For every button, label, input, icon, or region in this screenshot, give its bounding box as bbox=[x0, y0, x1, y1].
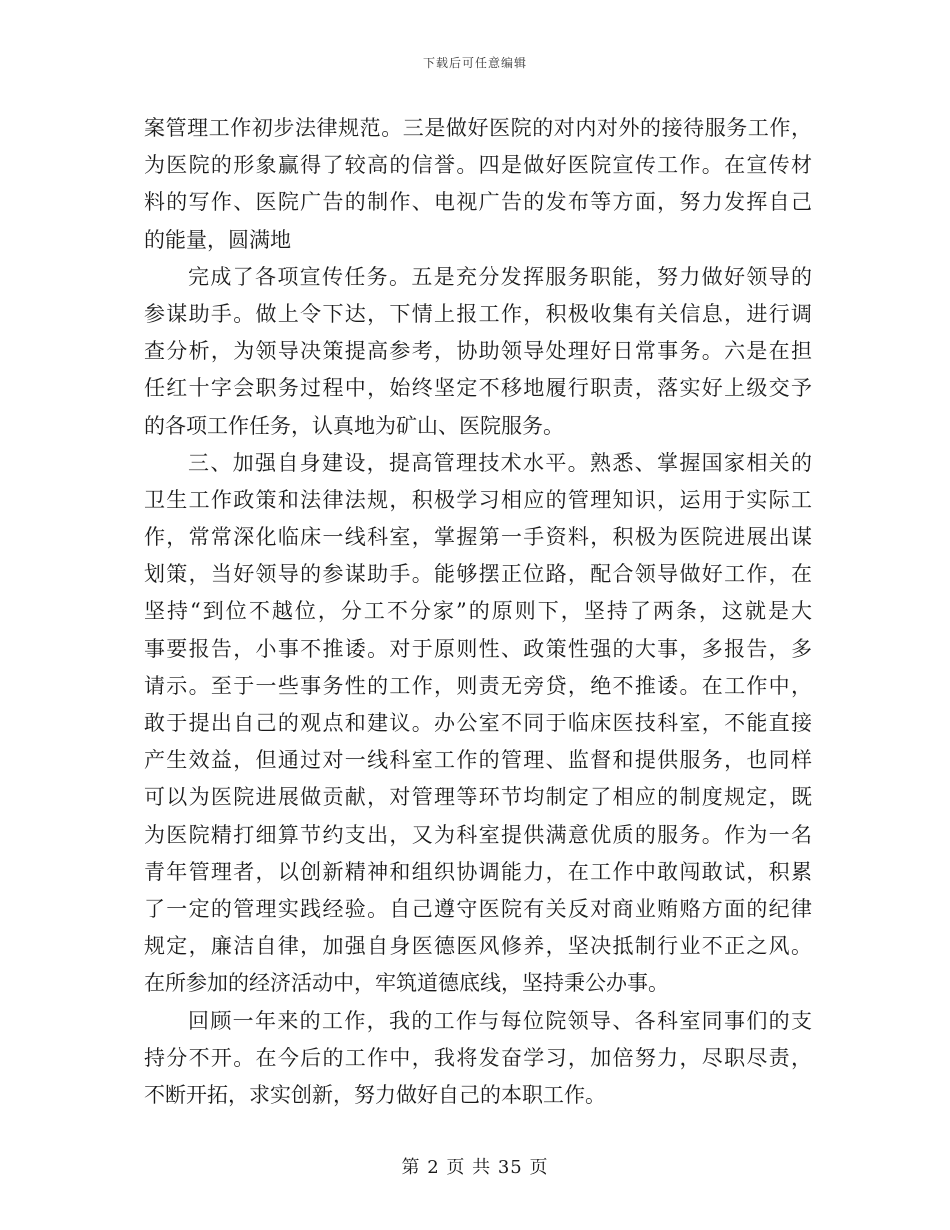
text-line: 的能量，圆满地 bbox=[144, 227, 291, 252]
text-line: 敢于提出自己的观点和建议。办公室不同于临床医技科室，不能直接 bbox=[144, 711, 812, 735]
text-line: 划策，当好领导的参谋助手。能够摆正位路，配合领导做好工作，在 bbox=[144, 562, 812, 587]
text-line: 查分析，为领导决策提高参考，协助领导处理好日常事务。六是在担 bbox=[144, 339, 812, 364]
text-line: 案管理工作初步法律规范。三是做好医院的对内对外的接待服务工作， bbox=[144, 116, 812, 140]
text-line: 持分不开。在今后的工作中，我将发奋学习，加倍努力，尽职尽责， bbox=[144, 1045, 812, 1070]
paragraph-first-line: 完成了各项宣传任务。五是充分发挥服务职能，努力做好领导的 bbox=[188, 264, 812, 289]
text-line: 事要报告，小事不推诿。对于原则性、政策性强的大事，多报告，多 bbox=[144, 636, 812, 661]
text-line: 可以为医院进展做贡献，对管理等环节均制定了相应的制度规定，既 bbox=[144, 785, 812, 810]
text-line: 不断开拓，求实创新，努力做好自己的本职工作。 bbox=[144, 1082, 606, 1107]
page-number: 第 2 页 共 35 页 bbox=[401, 1157, 549, 1178]
text-line: 规定，廉洁自律，加强自身医德医风修养，坚决抵制行业不正之风。 bbox=[144, 934, 812, 959]
page-header: 下载后可任意编辑 bbox=[422, 56, 527, 70]
text-line: 为医院的形象赢得了较高的信誉。四是做好医院宣传工作。在宣传材 bbox=[144, 153, 812, 178]
body-text bbox=[144, 110, 812, 1114]
text-line: 请示。至于一些事务性的工作，则责无旁贷，绝不推诿。在工作中， bbox=[144, 673, 812, 698]
text-line: 参谋助手。做上令下达，下情上报工作，积极收集有关信息，进行调 bbox=[144, 301, 812, 326]
text-line: 在所参加的经济活动中，牢筑道德底线，坚持秉公办事。 bbox=[144, 971, 669, 996]
text-line: 的各项工作任务，认真地为矿山、医院服务。 bbox=[144, 413, 564, 438]
text-line: 为医院精打细算节约支出，又为科室提供满意优质的服务。作为一名 bbox=[144, 822, 812, 847]
text-line: 料的写作、医院广告的制作、电视广告的发布等方面，努力发挥自己 bbox=[144, 190, 812, 215]
text-line: 卫生工作政策和法律法规，积极学习相应的管理知识，运用于实际工 bbox=[144, 487, 812, 512]
paragraph-first-line: 回顾一年来的工作，我的工作与每位院领导、各科室同事们的支 bbox=[188, 1008, 812, 1033]
paragraph-first-line: 三、加强自身建设，提高管理技术水平。熟悉、掌握国家相关的 bbox=[188, 450, 812, 475]
text-line: 任红十字会职务过程中，始终坚定不移地履行职责，落实好上级交予 bbox=[144, 376, 812, 401]
text-line: 产生效益，但通过对一线科室工作的管理、监督和提供服务，也同样 bbox=[144, 748, 812, 773]
text-line: 青年管理者，以创新精神和组织协调能力，在工作中敢闯敢试，积累 bbox=[144, 859, 812, 884]
text-line: 坚持“到位不越位，分工不分家”的原则下，坚持了两条，这就是大 bbox=[144, 599, 812, 624]
text-line: 作，常常深化临床一线科室，掌握第一手资料，积极为医院进展出谋 bbox=[144, 525, 812, 550]
text-line: 了一定的管理实践经验。自己遵守医院有关反对商业贿赂方面的纪律 bbox=[144, 896, 812, 921]
